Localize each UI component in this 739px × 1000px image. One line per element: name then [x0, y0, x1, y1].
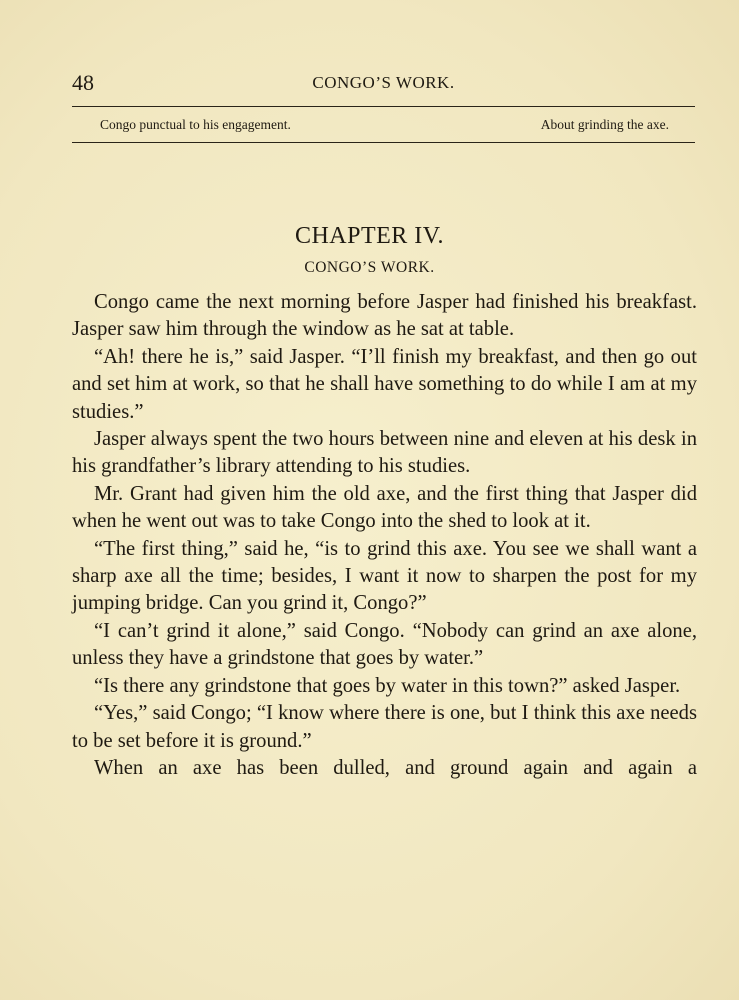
- running-title: CONGO’S WORK.: [312, 73, 455, 92]
- paragraph: “Is there any grindstone that goes by water in this town?” asked Jasper.: [94, 674, 681, 697]
- page-number: 48: [72, 70, 94, 95]
- paragraph: When an axe has been dulled, and ground again and again a: [94, 756, 697, 779]
- paragraph: Congo came the next morning before Jasper had finished his breakfast. Jasper saw him through the window as he sat at table.: [72, 291, 697, 341]
- page-header: [72, 70, 695, 98]
- subhead-left: Congo punctual to his engagement.: [100, 117, 291, 132]
- paragraph: Mr. Grant had given him the old axe, and the first thing that Jasper did when he went out was to take Congo into the shed to look at it.: [72, 482, 697, 533]
- header-rule-bottom: [72, 142, 695, 143]
- subhead-right: About grinding the axe.: [540, 117, 669, 132]
- paragraph: Jasper always spent the two hours between nine and eleven at his desk in his grandfather’s library attending to his studies.: [72, 428, 697, 478]
- paragraph: “I can’t grind it alone,” said Congo. “Nobody can grind an axe alone, unless they have a grindstone that goes by water.”: [72, 619, 697, 670]
- paragraph: “Yes,” said Congo; “I know where there is one, but I think this axe needs to be set before it is ground.”: [72, 702, 697, 752]
- paragraph: “Ah! there he is,” said Jasper. “I’ll finish my breakfast, and then go out and set him at work, so that he shall have something to do while I am at my studies.”: [72, 345, 697, 423]
- chapter-title: CHAPTER IV.: [294, 223, 445, 249]
- chapter-subtitle: CONGO’S WORK.: [304, 259, 435, 276]
- body-text: [72, 289, 697, 782]
- header-rule-top: [72, 106, 695, 107]
- paragraph: “The first thing,” said he, “is to grind this axe. You see we shall want a sharp axe all the time; besides, I want it now to sharpen the post for my jumping bridge. Can you grind it, Congo?”: [72, 537, 697, 615]
